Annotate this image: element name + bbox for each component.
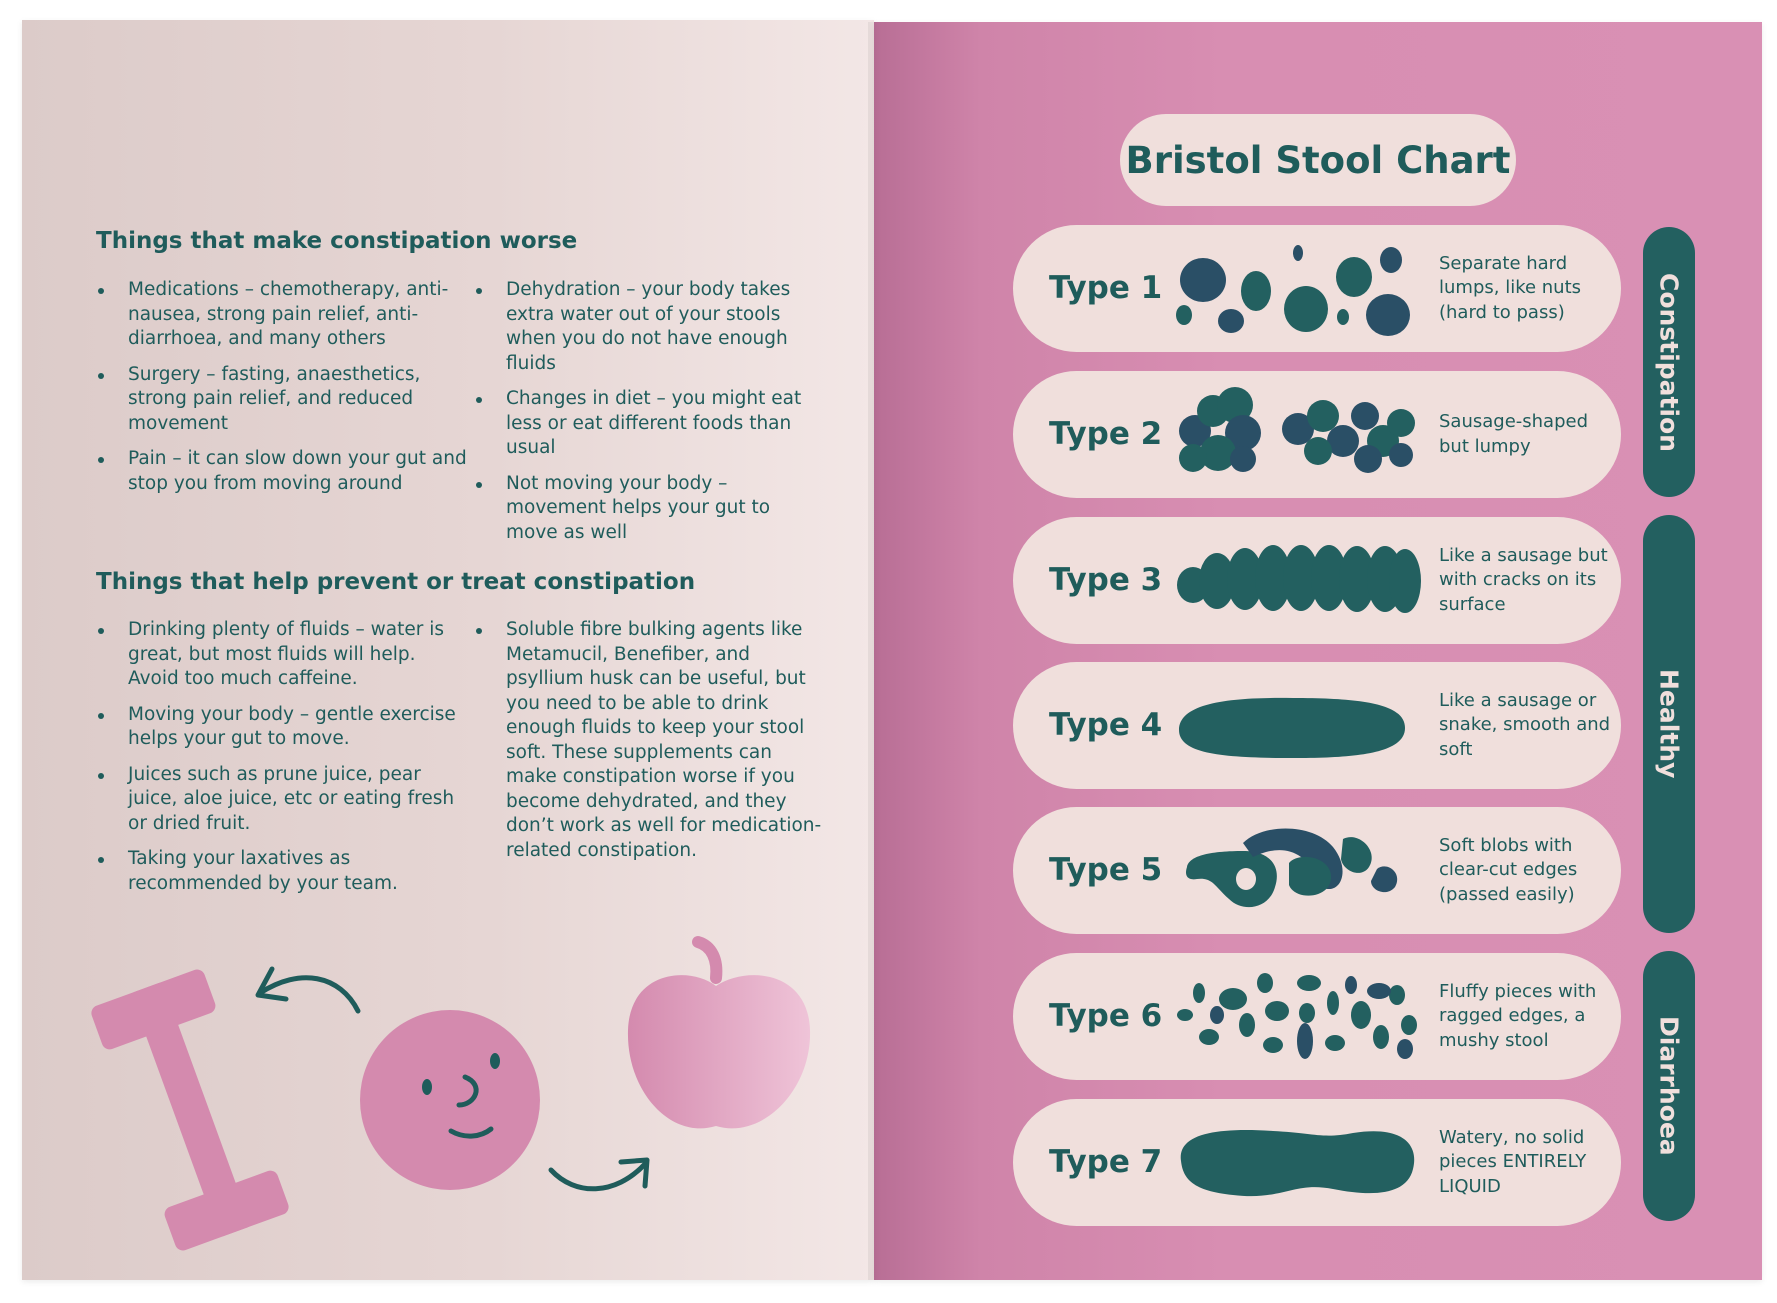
curved-arrow-icon (250, 955, 370, 1035)
help-list-col2 (474, 618, 824, 874)
book-spine (868, 22, 880, 1280)
category-label: Healthy (1654, 669, 1684, 779)
stool-type-row (1013, 225, 1621, 352)
list-item: Drinking plenty of fluids – water is great, but most fluids will help. Avoid too much caffeine. (128, 618, 458, 692)
worse-list-col2 (474, 278, 806, 556)
smiling-face-icon (355, 1005, 545, 1195)
list-item: Surgery – fasting, anaesthetics, strong pain relief, and reduced movement (128, 363, 468, 437)
list-item: Moving your body – gentle exercise helps your gut to move. (128, 703, 458, 752)
list-item: Juices such as prune juice, pear juice, aloe juice, etc or eating fresh or dried fruit. (128, 763, 458, 837)
type-label: Type 7 (1049, 1144, 1163, 1180)
chart-title (1120, 114, 1516, 206)
stool-type-row (1013, 953, 1621, 1080)
fluffy-pieces-icon (1173, 963, 1423, 1070)
list-item: Changes in diet – you might eat less or eat different foods than usual (506, 387, 806, 461)
smooth-sausage-icon (1173, 672, 1423, 779)
cracked-sausage-icon (1173, 527, 1423, 634)
list-item: Dehydration – your body takes extra water out of your stools when you do not have enough fluids (506, 278, 806, 376)
liquid-puddle-icon (1173, 1109, 1423, 1216)
stool-type-row (1013, 662, 1621, 789)
heading-constipation-worse: Things that make constipation worse (96, 228, 578, 254)
stool-type-row (1013, 517, 1621, 644)
list-item: Taking your laxatives as recommended by your team. (128, 847, 458, 896)
curved-arrow-icon (545, 1150, 655, 1220)
list-item: Pain – it can slow down your gut and stop you from moving around (128, 447, 468, 496)
category-label: Constipation (1654, 272, 1684, 452)
type-label: Type 4 (1049, 707, 1163, 743)
list-item: Not moving your body – movement helps your gut to move as well (506, 472, 806, 546)
type-description: Separate hard lumps, like nuts (hard to pass) (1439, 252, 1582, 323)
stool-type-row (1013, 1099, 1621, 1226)
right-page (874, 22, 1762, 1280)
chart-title-text: Bristol Stool Chart (1125, 138, 1511, 182)
heading-help-prevent: Things that help prevent or treat constipation (96, 569, 696, 595)
category-diarrhoea (1643, 951, 1695, 1221)
lumpy-sausage-icon (1173, 381, 1423, 488)
type-description: Watery, no solid pieces ENTIRELY LIQUID (1439, 1126, 1587, 1197)
type-label: Type 3 (1049, 562, 1163, 598)
category-label: Diarrhoea (1654, 1016, 1684, 1156)
type-description: Like a sausage or snake, smooth and soft (1439, 689, 1611, 760)
type-label: Type 2 (1049, 416, 1163, 452)
type-label: Type 1 (1049, 270, 1163, 306)
stool-type-row (1013, 807, 1621, 934)
apple-icon (620, 930, 820, 1140)
list-item: Soluble fibre bulking agents like Metamucil, Benefiber, and psyllium husk can be useful, but you need to be able to drink enough fluids to keep your stool soft. These supplements can make constipation worse if you become dehydrated, and they don’t work as well for medication-related constipation. (506, 618, 824, 863)
stool-type-row (1013, 371, 1621, 498)
type-description: Fluffy pieces with ragged edges, a mushy stool (1439, 980, 1597, 1051)
type-description: Sausage-shaped but lumpy (1439, 411, 1589, 457)
type-description: Like a sausage but with cracks on its surface (1439, 544, 1608, 615)
type-label: Type 6 (1049, 998, 1163, 1034)
type-description: Soft blobs with clear-cut edges (passed easily) (1439, 834, 1578, 905)
worse-list-col1 (96, 278, 468, 507)
type-label: Type 5 (1049, 852, 1163, 888)
soft-blobs-icon (1173, 817, 1423, 924)
category-constipation (1643, 227, 1695, 497)
help-list-col1 (96, 618, 458, 907)
list-item: Medications – chemotherapy, anti-nausea, strong pain relief, anti-diarrhoea, and many others (128, 278, 468, 352)
separate-lumps-icon (1173, 235, 1423, 342)
category-healthy (1643, 515, 1695, 933)
